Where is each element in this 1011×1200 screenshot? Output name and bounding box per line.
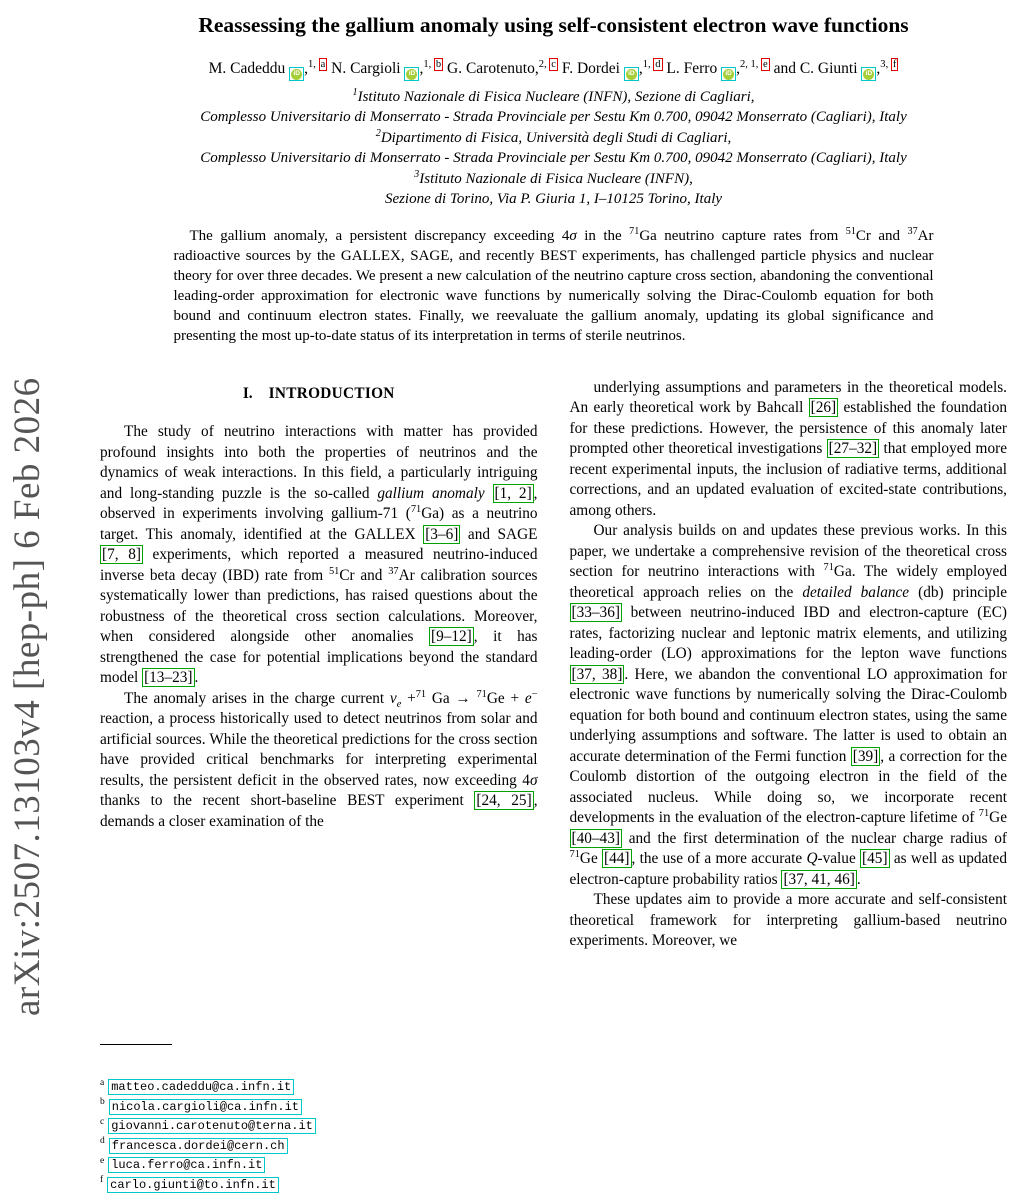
text-run: L. Ferro xyxy=(662,60,722,77)
text-run: 37 xyxy=(388,565,399,577)
citation-link[interactable]: [3–6] xyxy=(425,525,459,543)
text-run: σ xyxy=(569,227,577,244)
footnote-ref-link[interactable]: c xyxy=(551,58,556,70)
affiliation-line xyxy=(100,128,1007,149)
text-run: These updates aim to provide a more accurate and self-consistent theoretical framework for interpreting gallium-based neutrino experiments. Moreover, we xyxy=(569,891,1007,949)
text-run: Ar radioactive sources by the GALLEX, SAGE, and recently BEST experiments, has challenged particle physics and nuclear theory for over three decades. We present a new calculation of the neutrino capture cross section, abandoning the conventional leading-order approximation for electronic wave functions by numerically solving the Dirac-Coulomb equation for both bound and continuum electron states. Finally, we reevaluate the gallium anomaly, updating its global significance and presenting the most up-to-date status of its interpretation in terms of sterile neutrinos. xyxy=(173,227,934,344)
text-run: between neutrino-induced IBD and electron-capture (EC) rates, factorizing nuclear and leptonic matrix elements, and utilizing leading-order (LO) approximations for the lepton wave functions xyxy=(569,604,1007,662)
affiliation-line xyxy=(100,169,1007,190)
citation-link[interactable]: [27–32] xyxy=(828,440,878,457)
orcid-id-glyph: iD xyxy=(863,69,874,80)
two-column-body xyxy=(100,378,1007,952)
footnote-area xyxy=(100,1044,530,1194)
email-link[interactable]: luca.ferro@ca.infn.it xyxy=(108,1157,265,1173)
orcid-id-glyph: iD xyxy=(723,69,734,80)
text-run: , xyxy=(419,60,424,77)
text-run: , observed in experiments involving gallium-71 ( xyxy=(100,484,538,522)
affiliation-line xyxy=(100,148,1007,169)
text-run: detailed balance xyxy=(802,583,910,601)
text-run: Istituto Nazionale di Fisica Nucleare (INFN), xyxy=(419,170,693,187)
text-run: 1 xyxy=(352,86,358,98)
text-run: . xyxy=(194,669,199,686)
text-run: (db) principle xyxy=(909,583,1007,601)
footnote-marker: e xyxy=(100,1155,105,1166)
footnote xyxy=(100,1136,530,1156)
text-run: The gallium anomaly, a persistent discrepancy exceeding 4 xyxy=(189,227,570,244)
footnote-ref-link[interactable]: b xyxy=(435,58,442,70)
citation-link[interactable]: [40–43] xyxy=(571,829,620,847)
text-run: Ge xyxy=(989,809,1007,826)
abstract xyxy=(174,226,934,346)
citation-link[interactable]: [24, 25] xyxy=(476,792,532,809)
citation-link[interactable]: [7, 8] xyxy=(102,546,141,563)
text-run: . xyxy=(856,870,861,888)
text-run: and C. Giunti xyxy=(769,60,862,77)
footnote xyxy=(100,1077,530,1097)
text-run: Cr and xyxy=(339,566,389,584)
text-run: + xyxy=(401,689,416,707)
text-run: Our analysis builds on and updates these previous works. In this paper, we undertake a comprehensive revision of the theoretical cross section for neutrino interactions with xyxy=(569,522,1007,580)
orcid-icon[interactable] xyxy=(289,67,304,81)
text-run: that employed more recent experimental inputs, the inclusion of radiative terms, additional corrections, and an updated evaluation of excited-state contributions, among others. xyxy=(569,440,1007,519)
text-run: 3 xyxy=(414,168,420,180)
email-link[interactable]: carlo.giunti@to.infn.it xyxy=(107,1177,279,1193)
text-run: The anomaly arises in the charge current xyxy=(124,689,390,707)
paper-content xyxy=(100,0,1007,952)
orcid-icon[interactable] xyxy=(404,67,419,81)
text-run: 71 xyxy=(476,688,487,700)
text-run: 1, xyxy=(308,58,319,70)
paragraph xyxy=(570,378,1008,522)
text-run: M. Cadeddu xyxy=(208,60,290,77)
footnote-ref-link[interactable]: f xyxy=(892,58,897,70)
text-run: 37 xyxy=(907,225,918,237)
citation-link[interactable]: [13–23] xyxy=(144,669,193,686)
affiliation-line xyxy=(100,87,1007,108)
text-run: Cr and xyxy=(855,227,908,244)
citation-link[interactable]: [9–12] xyxy=(430,628,472,645)
citation-link[interactable]: [33–36] xyxy=(571,604,620,621)
text-run: , xyxy=(736,60,740,77)
text-run: Ge + xyxy=(486,689,525,707)
citation-link[interactable]: [45] xyxy=(862,850,888,867)
affiliation-line xyxy=(100,189,1007,210)
paper-title: Reassessing the gallium anomaly using self-consistent electron wave functions xyxy=(198,13,909,37)
text-run: N. Cargioli xyxy=(327,60,405,77)
text-run: and SAGE xyxy=(460,525,538,543)
text-run: 51 xyxy=(845,225,856,237)
text-run: 2, 1, xyxy=(739,58,762,70)
text-run: , xyxy=(638,60,643,77)
footnote-rule xyxy=(100,1044,172,1045)
text-run: established the foundation for these predictions. However, the persistence of this anomaly later prompted other theoretical investigations xyxy=(569,399,1008,457)
text-run: and the first determination of the nuclear charge radius of xyxy=(621,829,1007,847)
footnote-marker: a xyxy=(100,1077,105,1088)
text-run: gallium anomaly xyxy=(377,484,485,502)
text-run: Complesso Universitario di Monserrato - Strada Provinciale per Sestu Km 0.700, 09042 Monserrato (Cagliari), Italy xyxy=(200,109,907,125)
orcid-icon[interactable] xyxy=(861,67,876,81)
citation-link[interactable]: [26] xyxy=(810,399,837,416)
footnote-ref-link[interactable]: d xyxy=(655,58,661,70)
text-run: Complesso Universitario di Monserrato - Strada Provinciale per Sestu Km 0.700, 09042 Monserrato (Cagliari), Italy xyxy=(200,150,907,166)
text-run: , demands a closer examination of the xyxy=(100,792,538,830)
text-run: Dipartimento di Fisica, Università degli Studi di Cagliari, xyxy=(380,129,732,146)
text-run: Ar calibration sources systematically lower than predictions, has raised questions about the robustness of the theoretical cross section calculations. Moreover, when considered alongside other anomalies xyxy=(100,566,538,645)
footnote xyxy=(100,1116,530,1136)
section-number: I. xyxy=(242,384,253,402)
text-run: . Here, we abandon the conventional LO approximation for electronic wave functions by numerically solving the Dirac-Coulomb equation for both bound and continuum electron states, using the same underlying assumptions and software. The latter is used to obtain an accurate determination of the Fermi function xyxy=(569,665,1007,765)
text-run: , it has strengthened the case for potential implications beyond the standard model xyxy=(100,628,538,686)
text-run: ν xyxy=(389,689,397,707)
orcid-id-glyph: iD xyxy=(406,69,417,80)
text-run: 1, xyxy=(423,58,434,70)
text-run xyxy=(485,485,493,502)
text-run: 51 xyxy=(328,565,340,577)
text-run: e xyxy=(396,698,402,710)
text-run: 71 xyxy=(415,688,427,700)
footnote-ref-link[interactable]: a xyxy=(320,58,326,70)
arxiv-stamp: arXiv:2507.13103v4 [hep-ph] 6 Feb 2026 xyxy=(7,377,48,1016)
text-run: 1, xyxy=(642,58,654,70)
paragraph xyxy=(570,521,1008,890)
text-run: reaction, a process historically used to detect neutrinos from solar and artificial sources. While the theoretical predictions for the cross section have provided critical benchmarks for interpreting experimental results, the persistent deficit in the observed rates, now exceeding 4 xyxy=(100,710,538,789)
text-run: , xyxy=(876,60,881,77)
citation-link[interactable]: [1, 2] xyxy=(494,484,532,502)
email-link[interactable]: matteo.cadeddu@ca.infn.it xyxy=(108,1079,294,1095)
text-run: F. Dordei xyxy=(557,60,624,77)
citation-link[interactable]: [37, 38] xyxy=(571,665,623,683)
citation-link[interactable]: [37, 41, 46] xyxy=(783,870,855,888)
left-paragraphs xyxy=(100,422,538,832)
text-run: e xyxy=(524,689,532,707)
authors-line xyxy=(100,58,1007,81)
footnote-marker: c xyxy=(100,1116,105,1127)
text-run: , xyxy=(304,60,309,77)
text-run: The study of neutrino interactions with matter has provided profound insights into both the properties of neutrinos and the dynamics of weak interactions. In this field, a particularly intriguing and long-standing puzzle is the so-called xyxy=(100,423,538,502)
footnote-marker: f xyxy=(100,1175,104,1186)
text-run: 71 xyxy=(410,503,422,515)
paragraph xyxy=(100,422,538,689)
right-paragraphs xyxy=(570,378,1008,952)
footnote-marker: b xyxy=(100,1097,105,1108)
text-run: -value xyxy=(817,850,861,867)
text-run: experiments, which reported a measured neutrino-induced inverse beta decay (IBD) rate from xyxy=(100,546,538,584)
left-column xyxy=(100,378,538,952)
right-column xyxy=(570,378,1008,952)
text-run: Ga. The widely employed theoretical approach relies on the xyxy=(569,563,1007,601)
email-link[interactable]: nicola.cargioli@ca.infn.it xyxy=(109,1099,302,1115)
text-run: G. Carotenuto, xyxy=(443,60,539,77)
text-run: σ xyxy=(529,771,538,789)
text-run: Ga) as a neutrino target. This anomaly, identified at the GALLEX xyxy=(100,505,538,543)
email-link[interactable]: giovanni.carotenuto@terna.it xyxy=(108,1118,316,1134)
footnote-ref-link[interactable]: e xyxy=(763,58,768,70)
orcid-id-glyph: iD xyxy=(626,69,637,80)
section-heading xyxy=(100,384,538,405)
footnote xyxy=(100,1155,530,1175)
text-run: thanks to the recent short-baseline BEST experiment xyxy=(100,792,475,809)
text-run: Ge xyxy=(579,850,603,867)
footnote-list xyxy=(100,1077,530,1194)
text-run: 71 xyxy=(569,848,580,860)
text-run: , the use of a more accurate xyxy=(631,850,807,867)
footnote xyxy=(100,1175,530,1195)
affiliation-line xyxy=(100,107,1007,128)
text-run: as well as updated electron-capture probability ratios xyxy=(569,850,1007,888)
text-run: Ga neutrino capture rates from xyxy=(639,227,846,244)
citation-link[interactable]: [39] xyxy=(852,747,879,765)
footnote xyxy=(100,1097,530,1117)
footnote-marker: d xyxy=(100,1136,105,1147)
text-run: 71 xyxy=(978,807,990,819)
email-link[interactable]: francesca.dordei@cern.ch xyxy=(109,1138,288,1154)
affiliations xyxy=(100,87,1007,210)
text-run: 71 xyxy=(629,225,640,237)
text-run: 71 xyxy=(823,561,834,573)
text-run: Ga → xyxy=(426,689,477,707)
paragraph xyxy=(100,689,538,833)
text-run: Istituto Nazionale di Fisica Nucleare (INFN), Sezione di Cagliari, xyxy=(357,88,755,105)
text-run: 2 xyxy=(375,127,381,139)
section-title: INTRODUCTION xyxy=(268,384,395,402)
text-run: 2, xyxy=(538,58,550,70)
text-run: − xyxy=(531,688,538,700)
citation-link[interactable]: [44] xyxy=(604,850,630,867)
orcid-id-glyph: iD xyxy=(291,69,302,80)
text-run: in the xyxy=(576,227,630,244)
text-run: , a correction for the Coulomb distortion of the outgoing electron in the field of the associated nucleus. While doing so, we incorporate recent developments in the evaluation of the electron-capture lifetime of xyxy=(569,747,1007,826)
paragraph xyxy=(570,890,1008,952)
orcid-icon[interactable] xyxy=(624,67,639,81)
text-run: Q xyxy=(806,850,818,867)
text-run: underlying assumptions and parameters in the theoretical models. An early theoretical work by Bahcall xyxy=(569,378,1007,416)
orcid-icon[interactable] xyxy=(721,67,736,81)
text-run: 3, xyxy=(880,58,891,70)
text-run: Sezione di Torino, Via P. Giuria 1, I–10125 Torino, Italy xyxy=(384,191,723,207)
